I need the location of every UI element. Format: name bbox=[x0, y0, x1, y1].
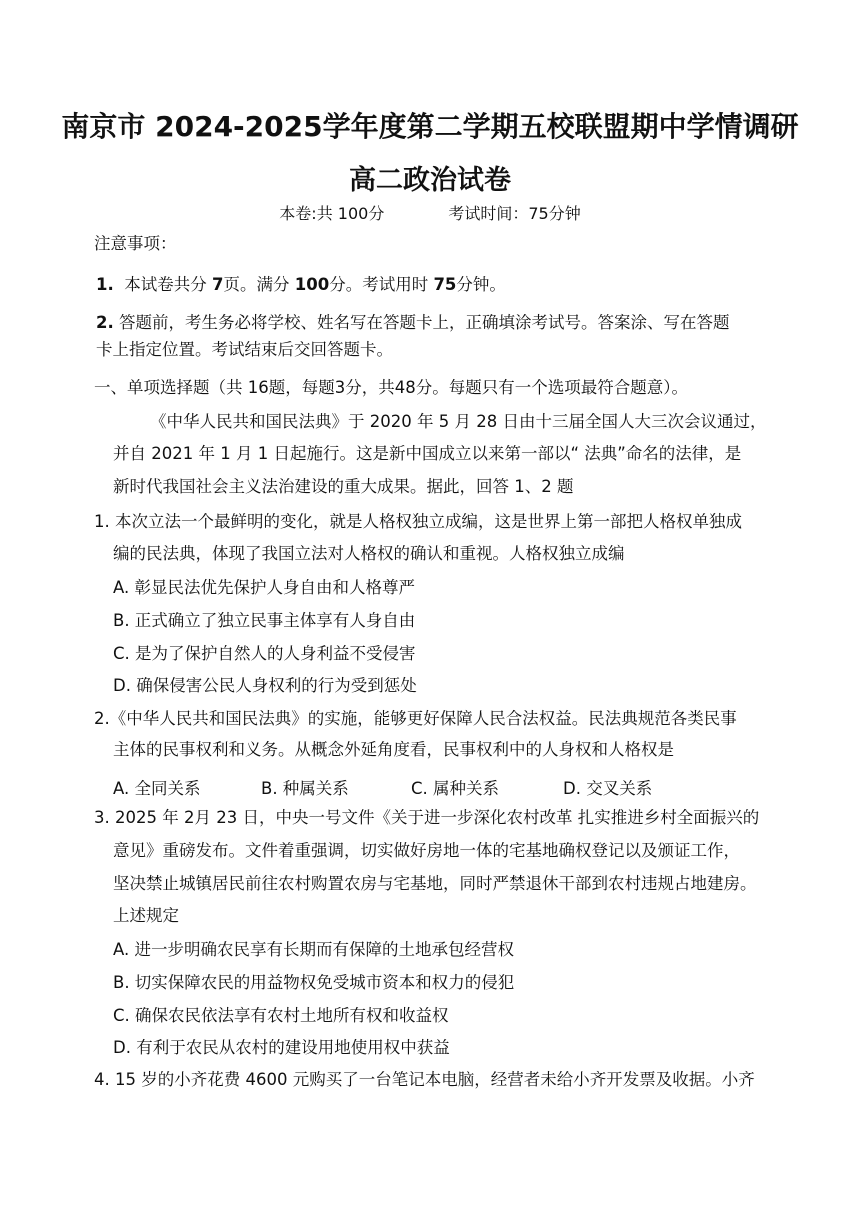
q2-option-d: D. 交叉关系 bbox=[563, 779, 653, 798]
total-score: 本卷:共 100分 bbox=[279, 204, 385, 223]
q2-option-b: B. 种属关系 bbox=[261, 779, 349, 798]
q1-option-b: B. 正式确立了独立民事主体享有人身自由 bbox=[113, 611, 416, 630]
intro-line-3: 新时代我国社会主义法治建设的重大成果。据此，回答 1、2 题 bbox=[113, 477, 574, 496]
q3-stem-line1: 3. 2025 年 2月 23 日，中央一号文件《关于进一步深化农村改革 扎实推进乡村全面振兴的 bbox=[94, 808, 760, 827]
exam-time: 考试时间：75分钟 bbox=[448, 204, 581, 223]
q3-option-d: D. 有利于农民从农村的建设用地使用权中获益 bbox=[113, 1038, 450, 1057]
exam-subtitle: 高二政治试卷 bbox=[349, 165, 511, 196]
q3-stem-line3: 坚决禁止城镇居民前往农村购置农房与宅基地，同时严禁退休干部到农村违规占地建房。 bbox=[113, 874, 757, 893]
q4-stem-line1: 4. 15 岁的小齐花费 4600 元购买了一台笔记本电脑，经营者未给小齐开发票及收据。小齐 bbox=[94, 1070, 755, 1089]
q2-stem-line1: 2.《中华人民共和国民法典》的实施，能够更好保障人民合法权益。民法典规范各类民事 bbox=[94, 709, 737, 728]
q3-option-a: A. 进一步明确农民享有长期而有保障的土地承包经营权 bbox=[113, 940, 514, 959]
intro-line-2: 并自 2021 年 1 月 1 日起施行。这是新中国成立以来第一部以“ 法典”命名的法律，是 bbox=[113, 444, 742, 463]
q1-option-c: C. 是为了保护自然人的人身利益不受侵害 bbox=[113, 644, 416, 663]
section-heading: 一、单项选择题（共 16题，每题3分，共48分。每题只有一个选项最符合题意）。 bbox=[94, 378, 688, 397]
q2-option-c: C. 属种关系 bbox=[411, 779, 500, 798]
q2-option-a: A. 全同关系 bbox=[113, 779, 201, 798]
intro-line-1: 《中华人民共和国民法典》于 2020 年 5 月 28 日由十三届全国人大三次会议通过， bbox=[150, 412, 767, 431]
q1-option-d: D. 确保侵害公民人身权利的行为受到惩处 bbox=[113, 676, 417, 695]
q3-option-b: B. 切实保障农民的用益物权免受城市资本和权力的侵犯 bbox=[113, 973, 515, 992]
q3-stem-line2: 意见》重磅发布。文件着重强调，切实做好房地一体的宅基地确权登记以及颁证工作， bbox=[113, 841, 740, 860]
notice-item-2-line1: 2. 答题前，考生务必将学校、姓名写在答题卡上，正确填涂考试号。答案涂、写在答题 bbox=[96, 313, 730, 332]
q2-stem-line2: 主体的民事权利和义务。从概念外延角度看，民事权利中的人身权和人格权是 bbox=[113, 740, 674, 759]
q3-option-c: C. 确保农民依法享有农村土地所有权和收益权 bbox=[113, 1006, 449, 1025]
notice-item-2-line2: 卡上指定位置。考试结束后交回答题卡。 bbox=[96, 340, 393, 359]
exam-meta bbox=[0, 201, 860, 224]
q3-stem-line4: 上述规定 bbox=[113, 906, 179, 925]
exam-title: 南京市 2024-2025学年度第二学期五校联盟期中学情调研 bbox=[61, 110, 799, 143]
notice-item-1: 1. 本试卷共分 7页。满分 100分。考试用时 75分钟。 bbox=[96, 275, 506, 294]
q1-option-a: A. 彰显民法优先保护人身自由和人格尊严 bbox=[113, 578, 415, 597]
q1-stem-line2: 编的民法典，体现了我国立法对人格权的确认和重视。人格权独立成编 bbox=[113, 544, 625, 563]
q1-stem-line1: 1. 本次立法一个最鲜明的变化，就是人格权独立成编，这是世界上第一部把人格权单独成 bbox=[94, 512, 742, 531]
notice-heading: 注意事项： bbox=[94, 234, 177, 253]
